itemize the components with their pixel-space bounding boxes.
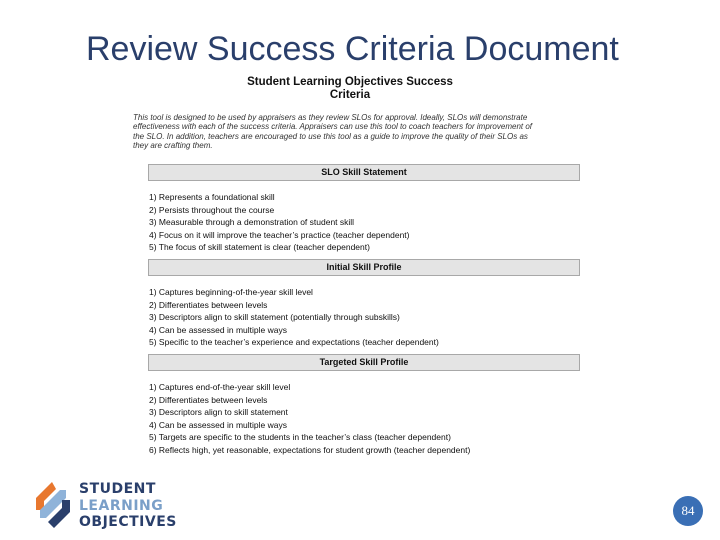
page-number-badge: 84 bbox=[673, 496, 703, 526]
section-body bbox=[148, 181, 580, 259]
document-title-line-2: Criteria bbox=[329, 89, 371, 101]
criterion-item: 1) Represents a foundational skill bbox=[149, 192, 275, 202]
intro-line: This tool is designed to be used by appraisers as they review SLOs for approval. Ideally, SLOs will demonstrate bbox=[133, 113, 528, 122]
criterion-item: 2) Differentiates between levels bbox=[149, 394, 268, 405]
criterion-item: 1) Captures end-of-the-year skill level bbox=[149, 381, 291, 392]
section-skill-statement bbox=[148, 164, 580, 259]
logo-line-learning: LEARNING bbox=[79, 497, 164, 514]
slo-logo bbox=[30, 480, 190, 532]
logo-line-student: STUDENT bbox=[79, 481, 156, 497]
criterion-item: 3) Descriptors align to skill statement (potentially through subskills) bbox=[149, 312, 400, 323]
criterion-item: 2) Differentiates between levels bbox=[149, 299, 268, 310]
document-title bbox=[160, 76, 540, 102]
document-title-line-1: Student Learning Objectives Success bbox=[247, 76, 453, 88]
intro-line: effectiveness with each of the success criteria. Appraisers can use this tool to coach teachers for improvement of bbox=[133, 122, 533, 132]
criteria-sections bbox=[148, 164, 580, 462]
criterion-item: 5) Specific to the teacher’s experience and expectations (teacher dependent) bbox=[149, 337, 439, 348]
criterion-item: 4) Focus on it will improve the teacher’s practice (teacher dependent) bbox=[149, 229, 410, 240]
slo-logo-mark-icon bbox=[30, 480, 76, 530]
section-body bbox=[148, 276, 580, 354]
criterion-item: 5) The focus of skill statement is clear (teacher dependent) bbox=[149, 242, 370, 253]
document-image bbox=[130, 74, 580, 467]
slide-title: Review Success Criteria Document bbox=[86, 30, 619, 68]
criterion-item: 4) Can be assessed in multiple ways bbox=[149, 419, 287, 430]
intro-line: the SLO. In addition, teachers are encouraged to use this tool as a guide to improve the quality of their SLOs as bbox=[133, 131, 528, 141]
section-header: Initial Skill Profile bbox=[148, 259, 580, 276]
section-header: Targeted Skill Profile bbox=[148, 354, 580, 371]
criterion-item: 1) Captures beginning-of-the-year skill level bbox=[149, 286, 313, 297]
section-initial-skill-profile bbox=[148, 259, 580, 354]
criterion-item: 3) Descriptors align to skill statement bbox=[149, 407, 288, 418]
document-intro bbox=[133, 113, 573, 150]
criterion-item: 6) Reflects high, yet reasonable, expectations for student growth (teacher dependent) bbox=[149, 444, 471, 455]
section-targeted-skill-profile bbox=[148, 354, 580, 462]
intro-line: they are crafting them. bbox=[133, 140, 213, 150]
criterion-item: 5) Targets are specific to the students in the teacher’s class (teacher dependent) bbox=[149, 432, 451, 443]
criterion-item: 3) Measurable through a demonstration of student skill bbox=[149, 217, 355, 228]
logo-line-objectives: OBJECTIVES bbox=[79, 514, 177, 530]
logo-wordmark bbox=[79, 481, 177, 531]
section-header: SLO Skill Statement bbox=[148, 164, 580, 181]
section-body bbox=[148, 371, 580, 462]
criterion-item: 4) Can be assessed in multiple ways bbox=[149, 324, 287, 335]
criterion-item: 2) Persists throughout the course bbox=[149, 204, 275, 215]
